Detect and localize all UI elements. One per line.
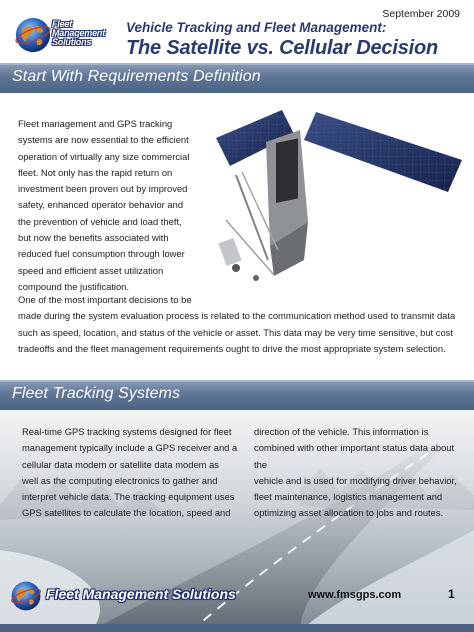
satellite-image bbox=[196, 100, 466, 295]
globe-icon bbox=[14, 16, 52, 54]
document-title-line2: The Satellite vs. Cellular Decision bbox=[126, 37, 439, 59]
decision-paragraph: One of the most important decisions to be made during the system evaluation process is related to the communication method used to transmit data such as speed, location, and status of the vehicle or asset. This data may be very time sensitive, but cost tradeoffs and the fleet management requirements ought to drive the most appropriate system selection. bbox=[18, 294, 456, 354]
page-number: 1 bbox=[448, 587, 455, 601]
company-logo bbox=[14, 14, 124, 56]
footer-logo bbox=[10, 578, 240, 618]
footer-wordmark: Fleet Management Solutions bbox=[46, 586, 236, 602]
intro-paragraph: Fleet management and GPS tracking systems are now essential to the efficient operation of virtually any size commercial fleet. Not only has the rapid return on investment been proven out by improved safety, enhanced operator behavior and the prevention of vehicle and load theft, but now the benefits associated with reduced fuel consumption through lower speed and efficient asset utilization compound the justification. bbox=[18, 118, 190, 292]
website-link[interactable]: www.fmsgps.com bbox=[308, 589, 402, 601]
logo-wordmark: Fleet Management Solutions bbox=[52, 19, 106, 47]
section-bar-fleet-tracking bbox=[0, 380, 474, 410]
section-heading: Start With Requirements Definition bbox=[12, 68, 261, 85]
document-title-line1: Vehicle Tracking and Fleet Management: bbox=[126, 20, 387, 35]
section-heading: Fleet Tracking Systems bbox=[12, 385, 181, 402]
issue-date: September 2009 bbox=[382, 8, 460, 20]
globe-icon bbox=[10, 580, 42, 612]
fleet-tracking-column-right: direction of the vehicle. This information is combined with other important status data about the vehicle and is used for modifying driver behavior, fleet maintenance, logistics management and optimizing asset allocation to jobs and routes. bbox=[254, 426, 457, 519]
footer-strip bbox=[0, 624, 474, 632]
section-bar-requirements bbox=[0, 63, 474, 93]
fleet-tracking-column-left: Real-time GPS tracking systems designed for fleet management typically include a GPS receiver and a cellular data modem or satellite data modem as well as the computing electronics to gather and interpret vehicle data. The tracking equipment uses GPS satellites to calculate the location, speed and bbox=[22, 426, 238, 519]
